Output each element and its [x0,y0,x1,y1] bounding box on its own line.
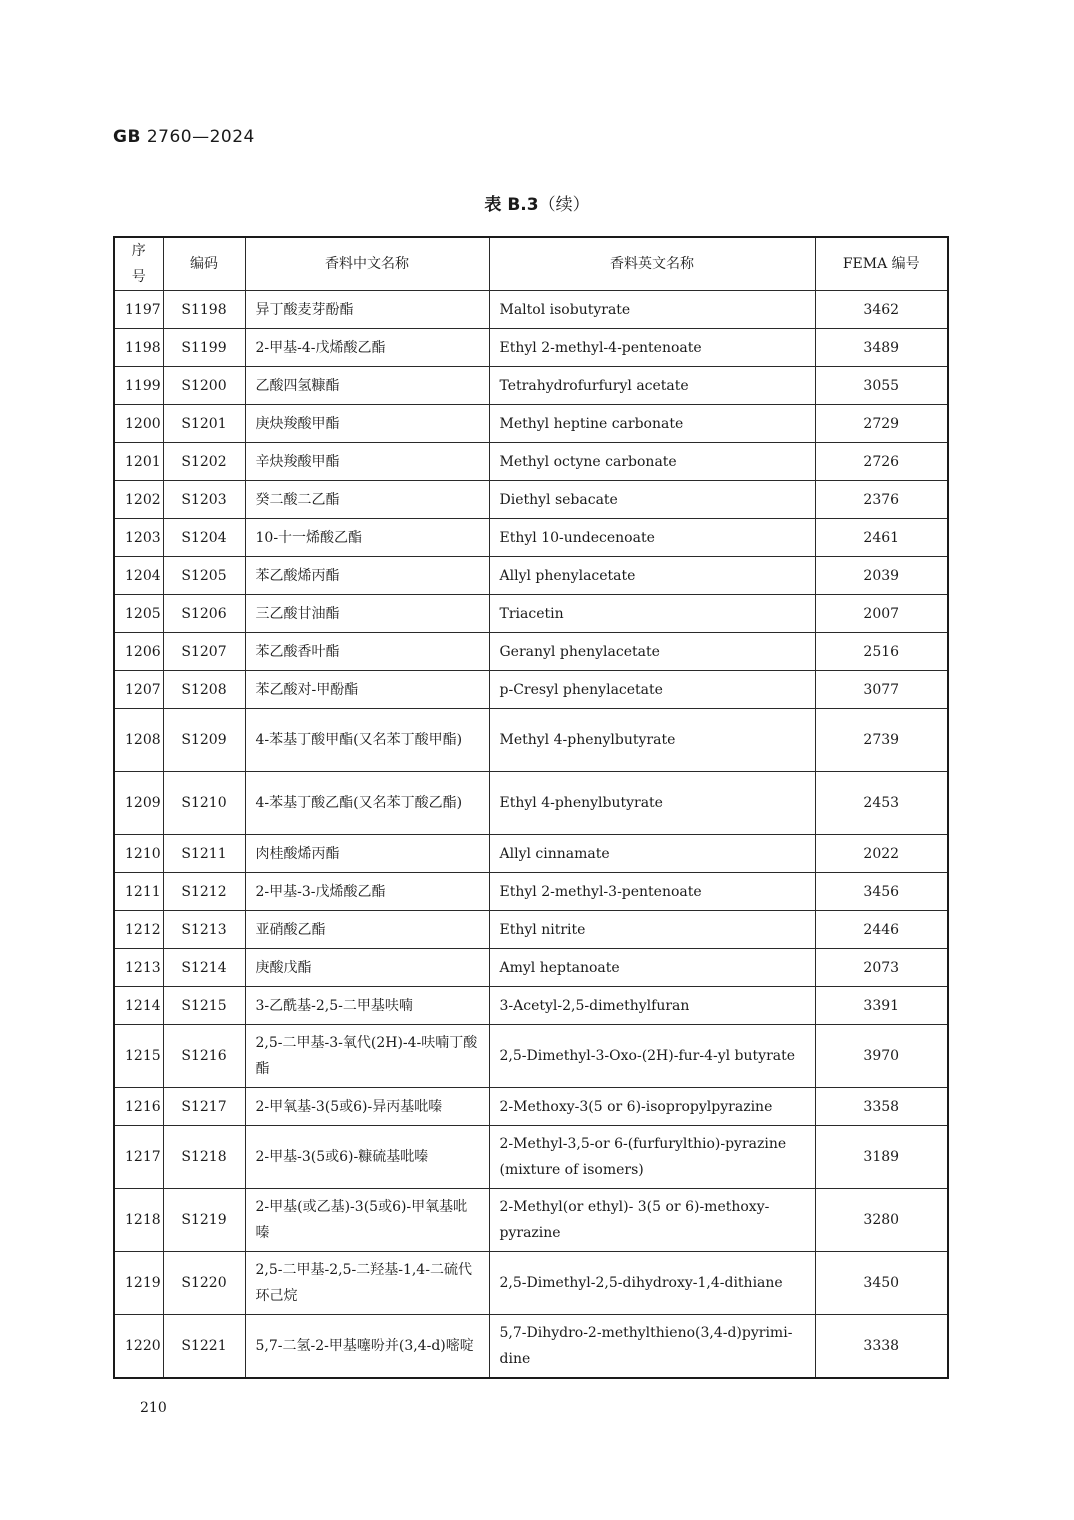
table-row [114,1025,948,1088]
cell-english-name: Ethyl 2-methyl-3-pentenoate [489,873,815,911]
table-row [114,835,948,873]
cell-chinese-name: 2-甲基(或乙基)-3(5或6)-甲氧基吡嗪 [245,1189,489,1252]
cell-english-name: Ethyl 2-methyl-4-pentenoate [489,329,815,367]
cell-no: 1220 [114,1315,163,1379]
table-row [114,557,948,595]
cell-fema: 2461 [815,519,948,557]
table-row [114,1252,948,1315]
cell-fema: 3970 [815,1025,948,1088]
cell-english-name: Methyl octyne carbonate [489,443,815,481]
table-header-row [114,237,948,291]
table-row [114,595,948,633]
cell-no: 1205 [114,595,163,633]
cell-fema: 3391 [815,987,948,1025]
cell-code: S1219 [163,1189,245,1252]
cell-code: S1220 [163,1252,245,1315]
cell-chinese-name: 癸二酸二乙酯 [245,481,489,519]
cell-code: S1199 [163,329,245,367]
cell-fema: 3456 [815,873,948,911]
table-row [114,1088,948,1126]
cell-english-name: Methyl 4-phenylbutyrate [489,709,815,772]
cell-no: 1198 [114,329,163,367]
cell-english-name: Amyl heptanoate [489,949,815,987]
cell-chinese-name: 苯乙酸烯丙酯 [245,557,489,595]
cell-chinese-name: 庚酸戊酯 [245,949,489,987]
cell-english-name: 2-Methyl(or ethyl)- 3(5 or 6)-methoxy-pyrazine [489,1189,815,1252]
cell-chinese-name: 2-甲基-4-戊烯酸乙酯 [245,329,489,367]
table-body [114,291,948,1379]
cell-code: S1213 [163,911,245,949]
cell-no: 1199 [114,367,163,405]
column-header-code: 编码 [163,237,245,291]
cell-code: S1209 [163,709,245,772]
table-row [114,772,948,835]
cell-fema: 2007 [815,595,948,633]
cell-fema: 3450 [815,1252,948,1315]
cell-english-name: 5,7-Dihydro-2-methylthieno(3,4-d)pyrimi-dine [489,1315,815,1379]
cell-no: 1217 [114,1126,163,1189]
table-row [114,671,948,709]
cell-fema: 3338 [815,1315,948,1379]
cell-english-name: Geranyl phenylacetate [489,633,815,671]
table-row [114,987,948,1025]
cell-fema: 2022 [815,835,948,873]
table-row [114,291,948,329]
cell-code: S1202 [163,443,245,481]
cell-no: 1197 [114,291,163,329]
cell-code: S1204 [163,519,245,557]
cell-no: 1201 [114,443,163,481]
table-row [114,329,948,367]
cell-english-name: Tetrahydrofurfuryl acetate [489,367,815,405]
cell-english-name: p-Cresyl phenylacetate [489,671,815,709]
cell-no: 1218 [114,1189,163,1252]
cell-no: 1207 [114,671,163,709]
cell-chinese-name: 异丁酸麦芽酚酯 [245,291,489,329]
cell-chinese-name: 5,7-二氢-2-甲基噻吩并(3,4-d)嘧啶 [245,1315,489,1379]
cell-no: 1212 [114,911,163,949]
cell-english-name: 2,5-Dimethyl-3-Oxo-(2H)-fur-4-yl butyrate [489,1025,815,1088]
cell-fema: 3077 [815,671,948,709]
cell-chinese-name: 肉桂酸烯丙酯 [245,835,489,873]
cell-no: 1208 [114,709,163,772]
table-row [114,443,948,481]
cell-english-name: Triacetin [489,595,815,633]
cell-english-name: Maltol isobutyrate [489,291,815,329]
cell-code: S1207 [163,633,245,671]
cell-english-name: Methyl heptine carbonate [489,405,815,443]
cell-no: 1203 [114,519,163,557]
cell-english-name: Ethyl 10-undecenoate [489,519,815,557]
column-header-fema: FEMA 编号 [815,237,948,291]
cell-english-name: Ethyl 4-phenylbutyrate [489,772,815,835]
cell-code: S1210 [163,772,245,835]
cell-fema: 2446 [815,911,948,949]
table-row [114,709,948,772]
cell-chinese-name: 苯乙酸香叶酯 [245,633,489,671]
cell-no: 1200 [114,405,163,443]
cell-fema: 2073 [815,949,948,987]
cell-english-name: Ethyl nitrite [489,911,815,949]
cell-code: S1221 [163,1315,245,1379]
cell-code: S1198 [163,291,245,329]
table-row [114,949,948,987]
cell-code: S1214 [163,949,245,987]
table-row [114,405,948,443]
cell-code: S1203 [163,481,245,519]
cell-chinese-name: 2,5-二甲基-3-氧代(2H)-4-呋喃丁酸酯 [245,1025,489,1088]
table-row [114,1126,948,1189]
cell-no: 1213 [114,949,163,987]
cell-fema: 3462 [815,291,948,329]
table-row [114,481,948,519]
cell-chinese-name: 2-甲基-3-戊烯酸乙酯 [245,873,489,911]
cell-chinese-name: 4-苯基丁酸甲酯(又名苯丁酸甲酯) [245,709,489,772]
cell-code: S1211 [163,835,245,873]
cell-no: 1211 [114,873,163,911]
table-title-suffix: （续） [538,195,590,215]
cell-code: S1212 [163,873,245,911]
cell-fema: 3189 [815,1126,948,1189]
table-row [114,633,948,671]
cell-chinese-name: 乙酸四氢糠酯 [245,367,489,405]
cell-chinese-name: 10-十一烯酸乙酯 [245,519,489,557]
cell-chinese-name: 庚炔羧酸甲酯 [245,405,489,443]
cell-code: S1208 [163,671,245,709]
cell-code: S1217 [163,1088,245,1126]
cell-code: S1200 [163,367,245,405]
cell-fema: 3358 [815,1088,948,1126]
cell-english-name: 2-Methyl-3,5-or 6-(furfurylthio)-pyrazine (mixture of isomers) [489,1126,815,1189]
cell-fema: 3055 [815,367,948,405]
table-row [114,367,948,405]
column-header-no: 序号 [114,237,163,291]
standard-prefix: GB [113,127,141,147]
standard-number: 2760—2024 [146,127,255,147]
cell-chinese-name: 苯乙酸对-甲酚酯 [245,671,489,709]
page-number: 210 [140,1400,167,1416]
cell-fema: 3489 [815,329,948,367]
cell-fema: 2729 [815,405,948,443]
cell-chinese-name: 辛炔羧酸甲酯 [245,443,489,481]
cell-chinese-name: 2-甲氧基-3(5或6)-异丙基吡嗪 [245,1088,489,1126]
cell-code: S1206 [163,595,245,633]
cell-english-name: 2-Methoxy-3(5 or 6)-isopropylpyrazine [489,1088,815,1126]
cell-english-name: Allyl phenylacetate [489,557,815,595]
cell-english-name: Allyl cinnamate [489,835,815,873]
cell-no: 1202 [114,481,163,519]
cell-chinese-name: 2-甲基-3(5或6)-糠硫基吡嗪 [245,1126,489,1189]
cell-no: 1209 [114,772,163,835]
cell-no: 1216 [114,1088,163,1126]
cell-chinese-name: 3-乙酰基-2,5-二甲基呋喃 [245,987,489,1025]
cell-code: S1218 [163,1126,245,1189]
cell-fema: 2453 [815,772,948,835]
cell-no: 1210 [114,835,163,873]
cell-no: 1204 [114,557,163,595]
table-row [114,873,948,911]
cell-no: 1206 [114,633,163,671]
cell-code: S1205 [163,557,245,595]
cell-fema: 2376 [815,481,948,519]
cell-english-name: 3-Acetyl-2,5-dimethylfuran [489,987,815,1025]
cell-fema: 2739 [815,709,948,772]
cell-code: S1201 [163,405,245,443]
table-row [114,1315,948,1379]
cell-english-name: Diethyl sebacate [489,481,815,519]
cell-fema: 2726 [815,443,948,481]
cell-chinese-name: 4-苯基丁酸乙酯(又名苯丁酸乙酯) [245,772,489,835]
table-row [114,519,948,557]
table-title-label: 表 B.3 [484,195,539,215]
cell-code: S1215 [163,987,245,1025]
cell-fema: 2516 [815,633,948,671]
cell-fema: 3280 [815,1189,948,1252]
cell-english-name: 2,5-Dimethyl-2,5-dihydroxy-1,4-dithiane [489,1252,815,1315]
column-header-chinese-name: 香料中文名称 [245,237,489,291]
cell-chinese-name: 2,5-二甲基-2,5-二羟基-1,4-二硫代环己烷 [245,1252,489,1315]
table-title [0,190,1074,215]
table-row [114,911,948,949]
table-row [114,1189,948,1252]
cell-no: 1215 [114,1025,163,1088]
spice-table [113,236,949,1379]
cell-fema: 2039 [815,557,948,595]
standard-code [113,127,255,147]
cell-code: S1216 [163,1025,245,1088]
cell-no: 1219 [114,1252,163,1315]
cell-chinese-name: 三乙酸甘油酯 [245,595,489,633]
cell-chinese-name: 亚硝酸乙酯 [245,911,489,949]
column-header-english-name: 香料英文名称 [489,237,815,291]
cell-no: 1214 [114,987,163,1025]
